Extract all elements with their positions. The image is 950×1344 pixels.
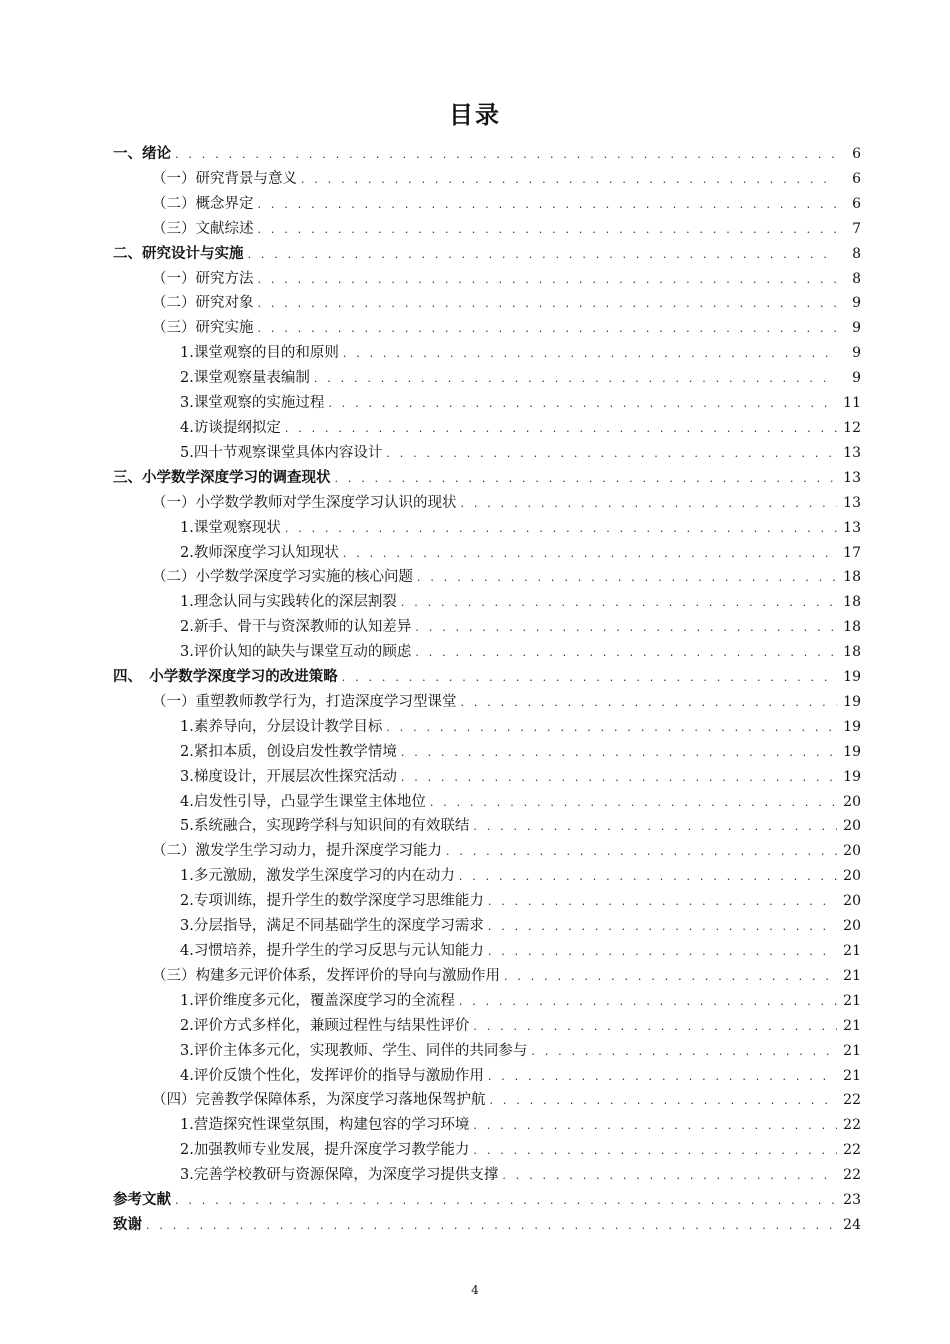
toc-entry-label: 4.习惯培养，提升学生的学习反思与元认知能力 — [180, 943, 484, 959]
toc-entry-page: 13 — [843, 494, 861, 511]
toc-entry-label: 3.课堂观察的实施过程 — [180, 395, 325, 412]
toc-entry-page: 22 — [843, 1142, 861, 1159]
toc-entry[interactable] — [113, 366, 861, 391]
toc-entry[interactable] — [113, 839, 861, 864]
toc-entry[interactable] — [113, 291, 861, 316]
toc-entry[interactable] — [113, 615, 861, 640]
toc-entry-label: 1.营造探究性课堂氛围，构建包容的学习环境 — [180, 1117, 470, 1134]
toc-entry[interactable] — [113, 316, 861, 341]
toc-entry-label: 2.教师深度学习认知现状 — [180, 544, 339, 561]
toc-entry-page: 18 — [843, 594, 861, 611]
toc-dot-leader — [401, 591, 837, 616]
toc-entry-label: （一）研究方法 — [152, 270, 254, 287]
toc-entry[interactable] — [113, 1014, 861, 1039]
toc-dot-leader — [258, 268, 838, 293]
toc-entry[interactable] — [113, 541, 861, 566]
toc-dot-leader — [342, 666, 837, 691]
toc-entry[interactable] — [113, 1188, 861, 1213]
toc-entry-label: 4.启发性引导，凸显学生课堂主体地位 — [180, 793, 426, 810]
toc-entry-page: 21 — [843, 1042, 861, 1059]
toc-dot-leader — [461, 492, 838, 517]
toc-entry-label: 二、研究设计与实施 — [113, 245, 244, 262]
toc-dot-leader — [335, 467, 838, 492]
toc-entry-page: 19 — [843, 718, 861, 735]
toc-dot-leader — [328, 392, 837, 417]
toc-entry-page: 6 — [852, 195, 861, 212]
toc-dot-leader — [175, 1189, 837, 1214]
toc-dot-leader — [248, 243, 838, 268]
toc-entry-label: 3.分层指导，满足不同基础学生的深度学习需求 — [180, 918, 484, 935]
toc-entry-label: 1.素养导向，分层设计教学目标 — [180, 718, 383, 735]
toc-entry-label: 参考文献 — [113, 1192, 171, 1209]
toc-entry-page: 19 — [843, 693, 861, 710]
toc-entry[interactable] — [113, 1213, 861, 1238]
toc-entry-page: 20 — [843, 893, 861, 910]
toc-entry-label: 3.评价认知的缺失与课堂互动的顾虑 — [180, 644, 412, 661]
toc-dot-leader — [301, 168, 837, 193]
toc-entry-page: 24 — [843, 1216, 861, 1233]
toc-entry-page: 22 — [843, 1117, 861, 1134]
toc-entry-label: 5.四十节观察课堂具体内容设计 — [180, 444, 383, 461]
toc-title: 目录 — [449, 101, 501, 129]
toc-entry-label: 2.专项训练，提升学生的数学深度学习思维能力 — [180, 893, 484, 910]
toc-dot-leader — [258, 317, 838, 342]
toc-entry-page: 18 — [843, 569, 861, 586]
toc-entry-page: 21 — [843, 1067, 861, 1084]
toc-entry[interactable] — [113, 665, 861, 690]
page-number: 4 — [471, 1283, 479, 1297]
toc-entry-label: （一）小学数学教师对学生深度学习认识的现状 — [152, 494, 457, 511]
toc-entry[interactable] — [113, 889, 861, 914]
toc-entry-label: 致谢 — [113, 1216, 142, 1233]
toc-entry-label: （一）研究背景与意义 — [152, 170, 297, 187]
toc-dot-leader — [488, 940, 837, 965]
toc-entry[interactable] — [113, 416, 861, 441]
toc-entry[interactable] — [113, 267, 861, 292]
toc-entry-label: 5.系统融合，实现跨学科与知识间的有效联结 — [180, 818, 470, 835]
toc-entry[interactable] — [113, 939, 861, 964]
toc-entry[interactable] — [113, 1064, 861, 1089]
toc-entry-page: 13 — [843, 444, 861, 461]
toc-dot-leader — [504, 965, 837, 990]
toc-entry[interactable] — [113, 391, 861, 416]
toc-entry[interactable] — [113, 590, 861, 615]
toc-entry[interactable] — [113, 914, 861, 939]
toc-entry[interactable] — [113, 242, 861, 267]
toc-entry[interactable] — [113, 565, 861, 590]
toc-dot-leader — [175, 143, 837, 168]
toc-dot-leader — [415, 641, 837, 666]
toc-list — [113, 142, 861, 1238]
toc-entry[interactable] — [113, 217, 861, 242]
toc-entry-page: 7 — [852, 220, 861, 237]
toc-entry-label: 四、 小学数学深度学习的改进策略 — [113, 669, 338, 686]
toc-entry-page: 18 — [843, 644, 861, 661]
toc-entry-label: （二）研究对象 — [152, 295, 254, 312]
toc-dot-leader — [258, 218, 838, 243]
toc-entry-label: 3.评价主体多元化，实现教师、学生、同伴的共同参与 — [180, 1042, 528, 1059]
toc-dot-leader — [415, 616, 837, 641]
toc-dot-leader — [401, 741, 837, 766]
toc-entry[interactable] — [113, 1088, 861, 1113]
toc-entry-label: （三）构建多元评价体系，发挥评价的导向与激励作用 — [152, 967, 500, 984]
toc-entry-page: 21 — [843, 943, 861, 959]
toc-entry-label: 2.新手、骨干与资深教师的认知差异 — [180, 619, 412, 636]
toc-entry-page: 23 — [843, 1192, 861, 1209]
toc-dot-leader — [473, 1139, 837, 1164]
toc-entry-page: 20 — [843, 868, 861, 885]
toc-entry[interactable] — [113, 740, 861, 765]
toc-dot-leader — [343, 542, 837, 567]
toc-entry-page: 13 — [843, 519, 861, 536]
toc-entry[interactable] — [113, 441, 861, 466]
toc-entry-page: 19 — [843, 768, 861, 785]
toc-entry[interactable] — [113, 491, 861, 516]
toc-entry[interactable] — [113, 192, 861, 217]
toc-dot-leader — [488, 1065, 837, 1090]
toc-entry-label: 2.评价方式多样化，兼顾过程性与结果性评价 — [180, 1017, 470, 1034]
toc-dot-leader — [285, 517, 837, 542]
toc-entry-page: 6 — [852, 146, 861, 162]
toc-entry-page: 19 — [843, 743, 861, 760]
toc-entry-page: 20 — [843, 918, 861, 935]
toc-entry[interactable] — [113, 1138, 861, 1163]
toc-entry-page: 9 — [852, 295, 861, 312]
toc-dot-leader — [488, 890, 837, 915]
toc-dot-leader — [258, 292, 838, 317]
toc-dot-leader — [258, 193, 838, 218]
toc-entry-page: 8 — [852, 245, 861, 262]
toc-entry-page: 17 — [843, 544, 861, 561]
toc-entry-label: 1.课堂观察现状 — [180, 519, 281, 536]
toc-entry-label: 2.课堂观察量表编制 — [180, 370, 310, 387]
toc-entry-page: 13 — [843, 469, 861, 486]
toc-entry-label: 三、小学数学深度学习的调查现状 — [113, 469, 331, 486]
toc-entry-page: 22 — [843, 1092, 861, 1109]
toc-entry[interactable] — [113, 341, 861, 366]
toc-entry-label: （三）研究实施 — [152, 320, 254, 337]
toc-dot-leader — [146, 1214, 837, 1239]
toc-entry[interactable] — [113, 640, 861, 665]
toc-entry[interactable] — [113, 466, 861, 491]
toc-entry-page: 21 — [843, 992, 861, 1009]
toc-dot-leader — [285, 417, 837, 442]
toc-dot-leader — [430, 791, 837, 816]
toc-entry-page: 11 — [843, 395, 861, 412]
toc-entry-page: 21 — [843, 967, 861, 984]
toc-entry-page: 6 — [852, 170, 861, 187]
toc-entry[interactable] — [113, 964, 861, 989]
toc-entry[interactable] — [113, 1113, 861, 1138]
toc-entry-label: 4.评价反馈个性化，发挥评价的指导与激励作用 — [180, 1067, 484, 1084]
toc-entry-page: 12 — [843, 419, 861, 436]
toc-dot-leader — [461, 691, 838, 716]
toc-entry-page: 20 — [843, 843, 861, 860]
toc-entry-page: 19 — [843, 669, 861, 686]
toc-entry[interactable] — [113, 516, 861, 541]
toc-entry-page: 8 — [852, 270, 861, 287]
toc-dot-leader — [417, 566, 837, 591]
toc-dot-leader — [401, 766, 837, 791]
toc-dot-leader — [386, 442, 837, 467]
toc-entry-page: 9 — [852, 320, 861, 337]
toc-entry-label: 3.梯度设计，开展层次性探究活动 — [180, 768, 397, 785]
toc-entry-page: 9 — [852, 345, 861, 362]
toc-dot-leader — [459, 865, 837, 890]
toc-entry-page: 22 — [843, 1167, 861, 1184]
toc-dot-leader — [343, 342, 837, 367]
toc-entry[interactable] — [113, 790, 861, 815]
toc-entry-page: 18 — [843, 619, 861, 636]
toc-dot-leader — [473, 1015, 837, 1040]
toc-entry-label: 1.理念认同与实践转化的深层割裂 — [180, 594, 397, 611]
toc-entry-page: 20 — [843, 793, 861, 810]
toc-entry[interactable] — [113, 142, 861, 167]
toc-dot-leader — [490, 1089, 838, 1114]
toc-entry-label: （二）小学数学深度学习实施的核心问题 — [152, 569, 413, 586]
toc-entry-label: 1.评价维度多元化，覆盖深度学习的全流程 — [180, 992, 455, 1009]
toc-entry[interactable] — [113, 167, 861, 192]
toc-entry[interactable] — [113, 765, 861, 790]
toc-entry-page: 20 — [843, 818, 861, 835]
toc-dot-leader — [386, 716, 837, 741]
toc-dot-leader — [502, 1164, 837, 1189]
toc-entry-label: 2.紧扣本质，创设启发性教学情境 — [180, 743, 397, 760]
toc-entry[interactable] — [113, 989, 861, 1014]
toc-entry[interactable] — [113, 1163, 861, 1188]
toc-dot-leader — [446, 840, 837, 865]
toc-entry[interactable] — [113, 864, 861, 889]
toc-entry-label: 一、绪论 — [113, 146, 171, 162]
toc-dot-leader — [473, 1114, 837, 1139]
toc-entry-label: 1.课堂观察的目的和原则 — [180, 345, 339, 362]
toc-entry-label: （一）重塑教师教学行为，打造深度学习型课堂 — [152, 693, 457, 710]
toc-dot-leader — [531, 1040, 837, 1065]
toc-entry[interactable] — [113, 1039, 861, 1064]
toc-entry-label: （二）概念界定 — [152, 195, 254, 212]
toc-entry[interactable] — [113, 814, 861, 839]
toc-entry-page: 21 — [843, 1017, 861, 1034]
toc-entry-label: 3.完善学校教研与资源保障，为深度学习提供支撑 — [180, 1167, 499, 1184]
toc-entry-label: （四）完善教学保障体系，为深度学习落地保驾护航 — [152, 1092, 486, 1109]
toc-dot-leader — [488, 915, 837, 940]
toc-entry-label: 2.加强教师专业发展，提升深度学习教学能力 — [180, 1142, 470, 1159]
toc-entry-label: （三）文献综述 — [152, 220, 254, 237]
toc-entry-label: 1.多元激励，激发学生深度学习的内在动力 — [180, 868, 455, 885]
toc-dot-leader — [459, 990, 837, 1015]
toc-entry-label: （二）激发学生学习动力，提升深度学习能力 — [152, 843, 442, 860]
toc-dot-leader — [314, 367, 837, 392]
toc-entry[interactable] — [113, 715, 861, 740]
toc-dot-leader — [473, 815, 837, 840]
toc-entry-page: 9 — [852, 370, 861, 387]
toc-entry-label: 4.访谈提纲拟定 — [180, 419, 281, 436]
toc-entry[interactable] — [113, 690, 861, 715]
